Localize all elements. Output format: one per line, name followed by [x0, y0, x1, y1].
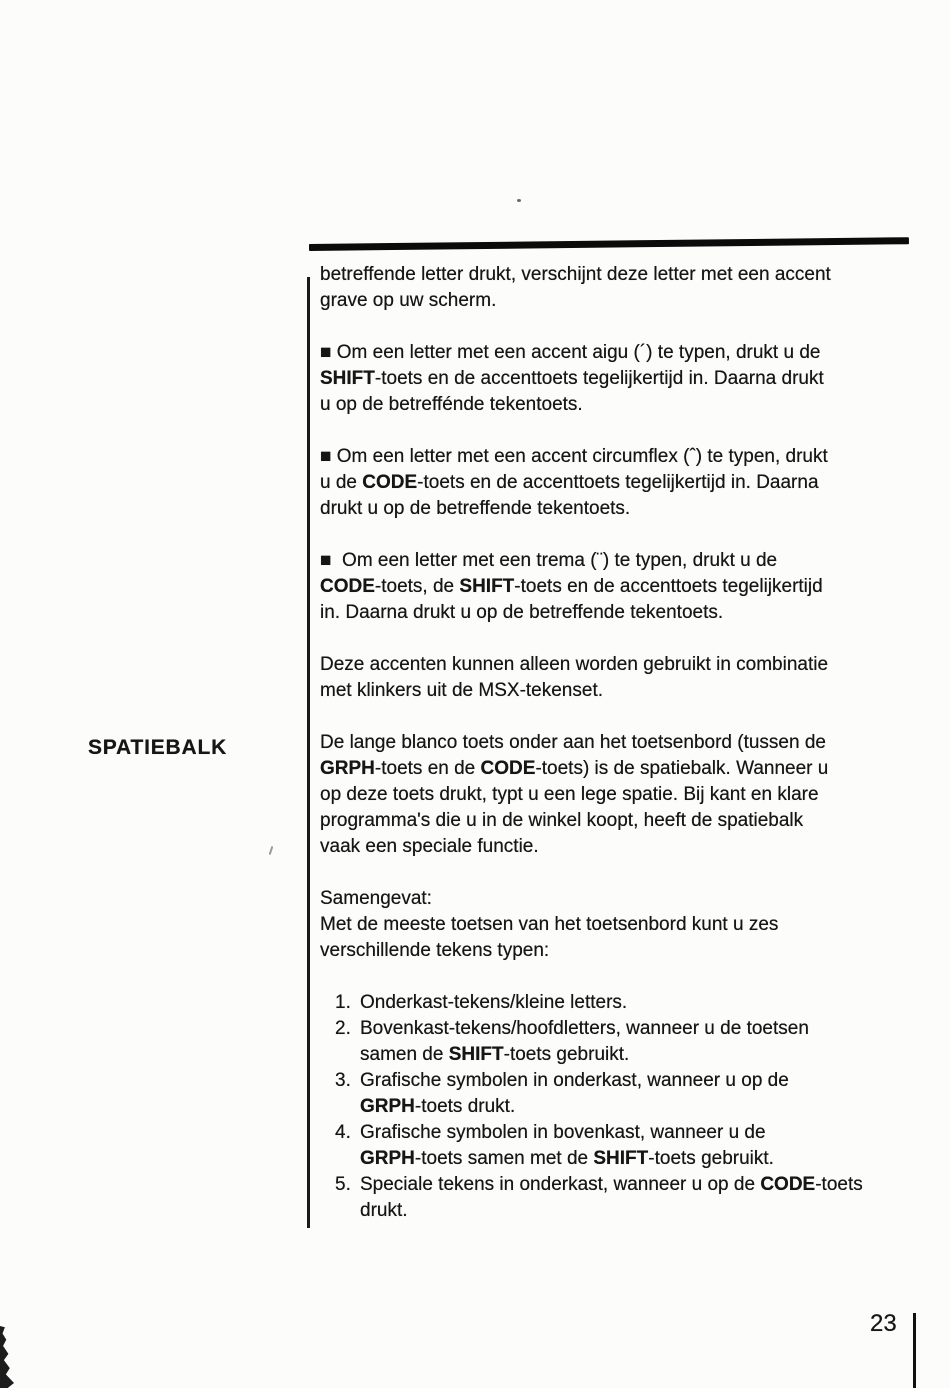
- text-segment: drukt u op de betreffende tekentoets.: [320, 498, 631, 519]
- text-segment: -toets, de: [374, 576, 460, 597]
- text-line: [320, 652, 932, 678]
- bold-text-segment: SHIFT: [593, 1148, 649, 1169]
- bold-text-segment: SHIFT: [459, 576, 515, 597]
- bold-text-segment: GRPH: [360, 1148, 415, 1169]
- bold-text-segment: SHIFT: [320, 368, 375, 389]
- margin-heading-spatiebalk: SPATIEBALK: [88, 736, 228, 759]
- list-item-number: 5.: [335, 1174, 351, 1195]
- section-divider-rule: [309, 237, 909, 251]
- text-line: [320, 938, 932, 964]
- text-line: [320, 808, 932, 834]
- text-segment: Onderkast-tekens/kleine letters.: [360, 992, 628, 1013]
- page-number: 23: [870, 1310, 897, 1337]
- text-segment: u de: [320, 472, 363, 493]
- text-segment: programma's die u in de winkel koopt, heeft de spatiebalk: [320, 810, 804, 831]
- numbered-list: [320, 990, 932, 1224]
- scan-artifact-smudge: [0, 1326, 14, 1388]
- text-line: [320, 912, 932, 938]
- text-segment: ■ Om een letter met een accent aigu (´) te typen, drukt u de: [320, 342, 821, 363]
- text-line: [320, 886, 932, 912]
- text-segment: betreffende letter drukt, verschijnt deze letter met een accent: [320, 264, 831, 285]
- text-line: [320, 1198, 932, 1224]
- column-left-rule: [307, 277, 310, 1228]
- text-segment: -toets en de accenttoets tegelijkertijd in. Daarna: [417, 472, 819, 493]
- text-segment: Speciale tekens in onderkast, wanneer u op de: [360, 1174, 761, 1195]
- text-line: [320, 1068, 932, 1094]
- paragraph: [320, 262, 932, 314]
- text-segment: -toets gebruikt.: [503, 1044, 630, 1065]
- text-segment: Grafische symbolen in onderkast, wanneer u op de: [360, 1070, 789, 1091]
- text-segment: samen de: [360, 1044, 449, 1065]
- text-segment: grave op uw scherm.: [320, 290, 497, 311]
- text-segment: -toets samen met de: [414, 1148, 594, 1169]
- text-segment: Bovenkast-tekens/hoofdletters, wanneer u de toetsen: [360, 1018, 809, 1039]
- text-line: [320, 288, 932, 314]
- text-line: [320, 782, 932, 808]
- text-column: [320, 262, 932, 1250]
- text-segment: Samengevat:: [320, 888, 432, 909]
- text-segment: ■ Om een letter met een trema (¨) te typen, drukt u de: [320, 550, 778, 571]
- list-item-number: 1.: [335, 992, 351, 1013]
- bold-text-segment: CODE: [480, 758, 536, 779]
- paragraph: [320, 340, 932, 418]
- text-line: [320, 366, 932, 392]
- text-segment: in. Daarna drukt u op de betreffende tekentoets.: [320, 602, 724, 623]
- bold-text-segment: CODE: [760, 1174, 816, 1195]
- paragraph: [320, 730, 932, 860]
- text-segment: op deze toets drukt, typt u een lege spatie. Bij kant en klare: [320, 784, 819, 805]
- text-segment: -toets: [815, 1174, 863, 1195]
- text-line: [320, 1146, 932, 1172]
- paragraph: [320, 444, 932, 522]
- paragraph: [320, 886, 932, 964]
- text-line: [320, 1042, 932, 1068]
- text-line: [320, 340, 932, 366]
- text-segment: drukt.: [360, 1200, 408, 1221]
- text-line: [320, 470, 932, 496]
- text-line: [320, 1016, 932, 1042]
- paragraph: [320, 548, 932, 626]
- text-segment: vaak een speciale functie.: [320, 836, 539, 857]
- text-segment: met klinkers uit de MSX-tekenset.: [320, 680, 603, 701]
- bold-text-segment: CODE: [320, 576, 375, 597]
- text-line: [320, 1120, 932, 1146]
- text-segment: u op de betreffénde tekentoets.: [320, 394, 583, 415]
- scan-artifact-tick: [269, 846, 274, 855]
- bold-text-segment: CODE: [362, 472, 418, 493]
- text-segment: verschillende tekens typen:: [320, 940, 550, 961]
- text-segment: -toets en de accenttoets tegelijkertijd: [514, 576, 823, 597]
- bold-text-segment: GRPH: [360, 1096, 415, 1117]
- text-line: [320, 730, 932, 756]
- text-line: [320, 574, 932, 600]
- text-segment: ■ Om een letter met een accent circumflex (ˆ) te typen, drukt: [320, 446, 828, 467]
- text-line: [320, 262, 932, 288]
- bold-text-segment: GRPH: [320, 758, 375, 779]
- text-line: [320, 548, 932, 574]
- text-segment: -toets en de accenttoets tegelijkertijd in. Daarna drukt: [374, 368, 824, 389]
- text-segment: Deze accenten kunnen alleen worden gebruikt in combinatie: [320, 654, 829, 675]
- bold-text-segment: SHIFT: [448, 1044, 504, 1065]
- text-line: [320, 990, 932, 1016]
- text-segment: De lange blanco toets onder aan het toetsenbord (tussen de: [320, 732, 826, 753]
- text-line: [320, 392, 932, 418]
- page-number-edge-rule: [913, 1313, 916, 1388]
- text-line: [320, 834, 932, 860]
- text-segment: -toets en de: [374, 758, 481, 779]
- text-segment: -toets drukt.: [414, 1096, 516, 1117]
- text-segment: -toets) is de spatiebalk. Wanneer u: [535, 758, 829, 779]
- text-line: [320, 600, 932, 626]
- paragraph: [320, 652, 932, 704]
- list-item-number: 3.: [335, 1070, 351, 1091]
- list-item-number: 4.: [335, 1122, 351, 1143]
- text-line: [320, 756, 932, 782]
- text-line: [320, 496, 932, 522]
- text-segment: -toets gebruikt.: [648, 1148, 774, 1169]
- text-line: [320, 678, 932, 704]
- text-segment: Met de meeste toetsen van het toetsenbord kunt u zes: [320, 914, 779, 935]
- text-line: [320, 1172, 932, 1198]
- scan-artifact-dot: [517, 199, 521, 202]
- text-segment: Grafische symbolen in bovenkast, wanneer u de: [360, 1122, 766, 1143]
- text-line: [320, 1094, 932, 1120]
- text-line: [320, 444, 932, 470]
- list-item-number: 2.: [335, 1018, 351, 1039]
